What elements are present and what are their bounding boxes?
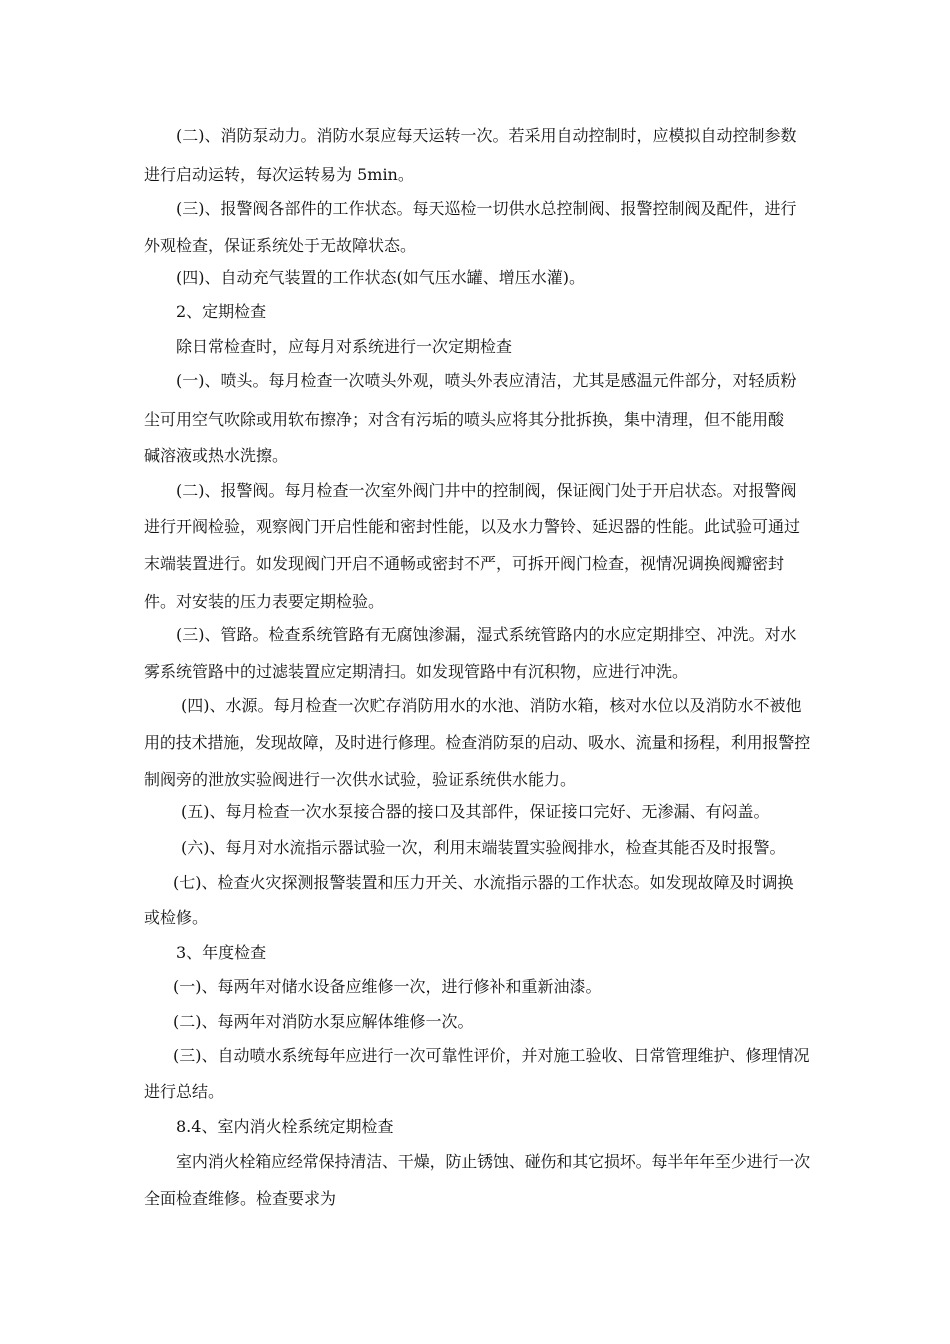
paragraph-line: 件。对安装的压力表要定期检验。 [144,592,385,611]
paragraph-line: 用的技术措施，发现故障，及时进行修理。检查消防泵的启动、吸水、流量和扬程，利用报警控 [144,733,811,752]
section-heading: 2、定期检查 [176,302,267,321]
paragraph-line: (四)、自动充气装置的工作状态(如气压水罐、增压水灌)。 [176,268,585,287]
paragraph-line: 外观检查，保证系统处于无故障状态。 [144,236,417,255]
paragraph-line: (二)、消防泵动力。消防水泵应每天运转一次。若采用自动控制时，应模拟自动控制参数 [176,126,797,145]
paragraph-line: 尘可用空气吹除或用软布擦净；对含有污垢的喷头应将其分批拆换，集中清理，但不能用酸 [144,410,785,429]
paragraph-line: 室内消火栓箱应经常保持清洁、干燥，防止锈蚀、碰伤和其它损坏。每半年年至少进行一次 [176,1152,811,1171]
paragraph-line: (一)、每两年对储水设备应维修一次，进行修补和重新油漆。 [173,977,602,996]
paragraph-line: (三)、自动喷水系统每年应进行一次可靠性评价，并对施工验收、日常管理维护、修理情况 [173,1046,810,1065]
paragraph-line: 或检修。 [144,908,209,927]
section-heading: 8.4、室内消火栓系统定期检查 [176,1117,394,1136]
paragraph-line: 除日常检查时，应每月对系统进行一次定期检查 [176,337,513,356]
paragraph-line: 全面检查维修。检查要求为 [144,1189,337,1208]
paragraph-line: 末端装置进行。如发现阀门开启不通畅或密封不严，可拆开阀门检查，视情况调换阀瓣密封 [144,554,785,573]
paragraph-line: (三)、报警阀各部件的工作状态。每天巡检一切供水总控制阀、报警控制阀及配件，进行 [176,199,797,218]
paragraph-line: (二)、报警阀。每月检查一次室外阀门井中的控制阀，保证阀门处于开启状态。对报警阀 [176,481,797,500]
paragraph-line: (二)、每两年对消防水泵应解体维修一次。 [173,1012,474,1031]
paragraph-line: 进行总结。 [144,1082,225,1101]
paragraph-line: (四)、水源。每月检查一次贮存消防用水的水池、消防水箱，核对水位以及消防水不被他 [181,696,802,715]
paragraph-line: (五)、每月检查一次水泵接合器的接口及其部件，保证接口完好、无渗漏、有闷盖。 [181,802,770,821]
paragraph-line: 进行启动运转，每次运转易为 5min。 [144,165,414,184]
paragraph-line: 进行开阀检验，观察阀门开启性能和密封性能，以及水力警铃、延迟器的性能。此试验可通过 [144,517,801,536]
paragraph-line: (七)、检查火灾探测报警装置和压力开关、水流指示器的工作状态。如发现故障及时调换 [173,873,794,892]
paragraph-line: (一)、喷头。每月检查一次喷头外观，喷头外表应清洁，尤其是感温元件部分，对轻质粉 [176,371,797,390]
paragraph-line: 雾系统管路中的过滤装置应定期清扫。如发现管路中有沉积物，应进行冲洗。 [144,662,689,681]
paragraph-line: 碱溶液或热水洗擦。 [144,446,289,465]
section-heading: 3、年度检查 [176,943,267,962]
paragraph-line: 制阀旁的泄放实验阀进行一次供水试验，验证系统供水能力。 [144,770,577,789]
paragraph-line: (六)、每月对水流指示器试验一次，利用末端装置实验阀排水，检查其能否及时报警。 [181,838,786,857]
paragraph-line: (三)、管路。检查系统管路有无腐蚀渗漏，湿式系统管路内的水应定期排空、冲洗。对水 [176,625,797,644]
